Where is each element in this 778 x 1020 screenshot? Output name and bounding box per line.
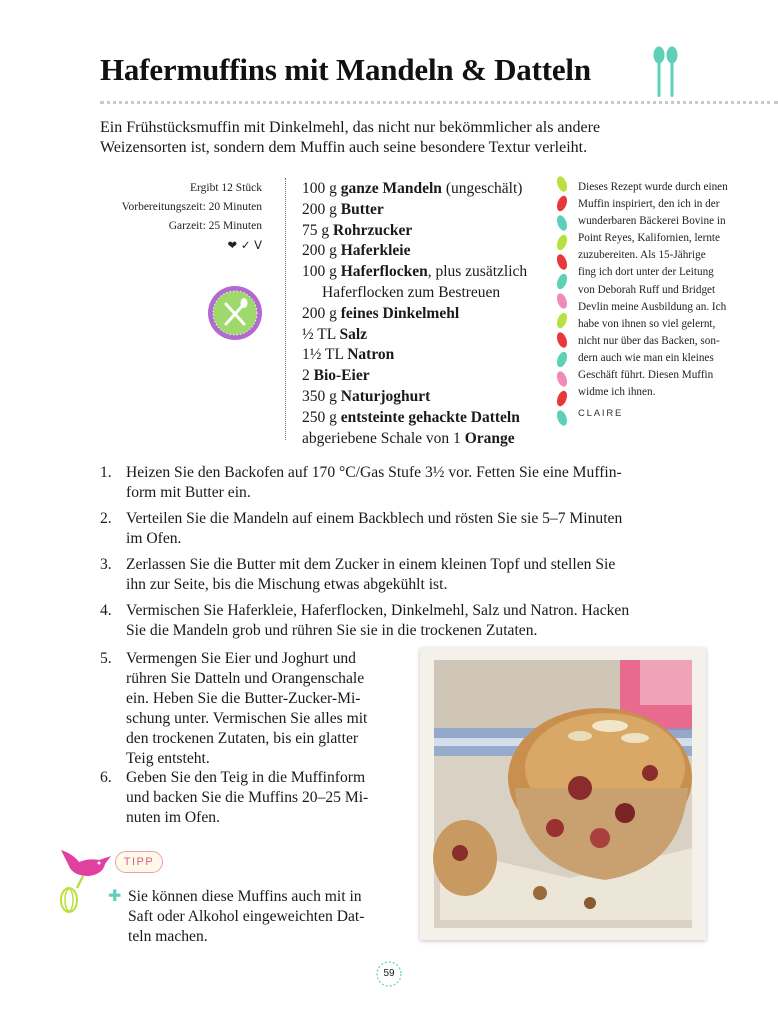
step-line: schung unter. Vermischen Sie alles mit [126, 710, 368, 727]
step-2 [100, 509, 686, 549]
author-note-line: Geschäft führt. Diesen Muffin [578, 369, 714, 382]
tip-bullet-icon: ✚ [108, 886, 122, 905]
step-number: 5. [100, 650, 112, 667]
author-note-line: dern auch wie man ein kleines [578, 351, 714, 364]
tip-line: Sie können diese Muffins auch mit in [128, 888, 362, 905]
step-line: Vermengen Sie Eier und Joghurt und [126, 650, 356, 667]
author-note [578, 179, 738, 401]
author-note-line: widme ich ihnen. [578, 386, 656, 399]
step-4 [100, 601, 686, 641]
step-line: und backen Sie die Muffins 20–25 Mi- [126, 789, 369, 806]
leaf-marker [555, 214, 569, 232]
ingredient-item [302, 408, 552, 429]
leaf-marker [555, 370, 569, 388]
step-number: 2. [100, 510, 112, 527]
tip-label: TIPP [115, 851, 163, 873]
ingredient-amount: 200 g [302, 242, 341, 260]
ingredient-item [302, 345, 552, 366]
ingredient-name: Salz [339, 325, 368, 343]
step-line: Zerlassen Sie die Butter mit dem Zucker in einem kleinen Topf und stellen Sie [126, 556, 616, 573]
step-line: Vermischen Sie Haferkleie, Haferflocken, Dinkelmehl, Salz und Natron. Hacken [126, 602, 630, 619]
step-line: Teig entsteht. [126, 750, 210, 767]
author-note-line: zuzubereiten. Als 15-Jährige [578, 249, 706, 262]
author-note-line: fing ich dort unter der Leitung [578, 266, 714, 279]
ingredient-name: Bio-Eier [313, 367, 370, 385]
muffin-photo [420, 648, 706, 940]
ingredient-item [302, 241, 552, 262]
ingredient-note: Haferflocken zum Bestreuen [322, 283, 501, 301]
ingredient-amount: 1½ TL [302, 346, 348, 364]
leaf-marker [555, 331, 569, 349]
ingredient-item [302, 366, 552, 387]
ingredient-name: Natron [347, 346, 395, 364]
step-number: 1. [100, 464, 112, 481]
leaf-marker [555, 253, 569, 271]
leaf-marker [555, 389, 569, 407]
step-line: ihn zur Seite, bis die Mischung etwas abgekühlt ist. [126, 576, 448, 593]
leaf-marker [555, 176, 569, 193]
leaf-marker [555, 194, 569, 212]
ingredient-amount: 200 g [302, 304, 341, 322]
utensils-badge-icon [207, 285, 263, 341]
tip-line: teln machen. [128, 928, 208, 945]
ingredient-item [302, 221, 552, 242]
ingredient-item [302, 179, 552, 200]
tip-text [128, 887, 393, 947]
ingredient-amount: 2 [302, 367, 314, 385]
step-5 [100, 649, 396, 769]
ingredient-name: feines Dinkelmehl [340, 304, 460, 322]
leaf-marker [555, 350, 569, 368]
leaf-markers-icon [554, 176, 570, 436]
ingredient-amount: 250 g [302, 408, 341, 426]
ingredient-amount: 350 g [302, 387, 341, 405]
bird-whisk-icon [55, 844, 115, 914]
yield-text: Ergibt 12 Stück [190, 182, 262, 194]
author-note-line: von Deborah Ruff und Bridget [578, 283, 716, 296]
step-6 [100, 768, 396, 828]
leaf-marker [555, 409, 569, 427]
ingredient-item [302, 283, 552, 304]
step-line: Heizen Sie den Backofen auf 170 °C/Gas Stufe 3½ vor. Fetten Sie eine Muffin- [126, 464, 622, 481]
ingredient-item [302, 200, 552, 221]
ingredient-item [302, 387, 552, 408]
step-3 [100, 555, 686, 595]
ingredient-amount: 100 g [302, 263, 341, 281]
ingredient-name: Haferflocken [340, 263, 428, 281]
author-note-line: Devlin meine Ausbildung an. Ich [578, 300, 727, 313]
step-line: den trockenen Zutaten, bis ein glatter [126, 730, 359, 747]
diet-badges: ❤ ✓ V [227, 238, 262, 252]
ingredient-item [302, 325, 552, 346]
step-line: im Ofen. [126, 530, 182, 547]
ingredient-amount: abgeriebene Schale von 1 [302, 429, 465, 447]
spoons-icon [652, 46, 680, 98]
ingredient-amount: 75 g [302, 221, 333, 239]
leaf-marker [555, 311, 569, 329]
step-line: form mit Butter ein. [126, 484, 251, 501]
ingredient-item [302, 262, 552, 283]
step-line: rühren Sie Datteln und Orangenschale [126, 670, 365, 687]
ingredient-amount: ½ TL [302, 325, 340, 343]
ingredient-list [302, 179, 552, 449]
step-number: 4. [100, 602, 112, 619]
ingredient-note: , plus zusätzlich [427, 263, 528, 281]
ingredient-name: Butter [340, 200, 384, 218]
column-divider [285, 178, 286, 440]
ingredient-name: Naturjoghurt [340, 387, 431, 405]
page-number: 59 [383, 968, 395, 979]
prep-time: Vorbereitungszeit: 20 Minuten [121, 201, 262, 213]
author-signature: CLAIRE [578, 408, 624, 419]
bake-time: Garzeit: 25 Minuten [168, 220, 262, 232]
tip-line: Saft oder Alkohol eingeweichten Dat- [128, 908, 365, 925]
ingredient-name: Rohrzucker [333, 221, 413, 239]
leaf-marker [555, 233, 569, 251]
title-divider [100, 101, 778, 104]
ingredient-name: entsteinte gehackte Datteln [340, 408, 520, 426]
author-note-line: wunderbaren Bäckerei Bovine in [578, 215, 726, 228]
recipe-title: Hafermuffins mit Mandeln & Datteln [100, 52, 591, 87]
ingredient-amount: 200 g [302, 200, 341, 218]
author-note-line: Dieses Rezept wurde durch einen [578, 181, 728, 193]
step-line: ein. Heben Sie die Butter-Zucker-Mi- [126, 690, 361, 707]
step-number: 6. [100, 769, 112, 786]
author-note-line: Point Reyes, Kalifornien, lernte [578, 232, 720, 245]
author-note-line: nicht nur über das Backen, son- [578, 334, 720, 347]
step-1 [100, 463, 686, 503]
ingredient-amount: 100 g [302, 180, 341, 197]
step-line: Sie die Mandeln grob und rühren Sie sie in die trockenen Zutaten. [126, 622, 538, 639]
step-line: Verteilen Sie die Mandeln auf einem Backblech und rösten Sie sie 5–7 Minuten [126, 510, 623, 527]
ingredient-note: (ungeschält) [441, 180, 523, 197]
ingredient-name: Orange [464, 429, 515, 447]
ingredient-item [302, 429, 552, 450]
author-note-line: habe von ihnen so viel gelernt, [578, 317, 716, 330]
ingredient-name: ganze Mandeln [340, 180, 442, 197]
ingredient-item [302, 304, 552, 325]
intro-text: Ein Frühstücksmuffin mit Dinkelmehl, das nicht nur bekömmlicher als andere Weizensorten ist, sondern dem Muffin auch seine besondere Textur verleiht. [100, 119, 601, 156]
step-line: nuten im Ofen. [126, 809, 220, 826]
leaf-marker [555, 292, 569, 310]
author-note-line: Muffin inspiriert, den ich in der [578, 198, 720, 211]
leaf-marker [555, 272, 569, 290]
step-number: 3. [100, 556, 112, 573]
step-line: Geben Sie den Teig in die Muffinform [126, 769, 366, 786]
ingredient-name: Haferkleie [340, 242, 411, 260]
